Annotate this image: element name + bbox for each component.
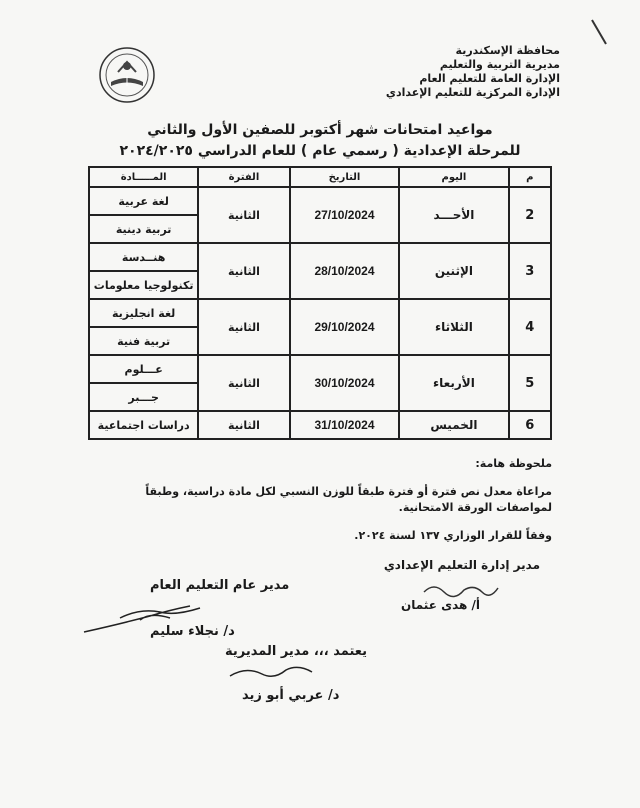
notes-decree: وفقاً للقرار الوزاري ١٣٧ لسنة ٢٠٢٤. <box>354 529 552 542</box>
table-header-row <box>89 167 551 187</box>
header-directorate: مديرية التربية والتعليم <box>439 58 560 71</box>
header-general-admin: الإدارة العامة للتعليم العام <box>419 72 560 85</box>
document-subtitle: للمرحلة الإعدادية ( رسمي عام ) للعام الدراسي ٢٠٢٤/٢٠٢٥ <box>119 143 521 159</box>
notes-label: ملحوظة هامة: <box>475 457 552 470</box>
general-manager-title: مدير عام التعليم العام <box>150 578 290 593</box>
approval-text: يعتمد ،،، مدير المديرية <box>225 644 367 659</box>
row-subject: لغة انجليزية <box>89 299 198 327</box>
header-date: التاريخ <box>290 167 400 187</box>
row-subject: تكنولوجيا معلومات <box>89 271 198 299</box>
row-subject: جـــبر <box>89 383 198 411</box>
prep-manager-name: أ/ هدى عثمان <box>401 598 480 612</box>
row-subject: دراسات اجتماعية <box>89 411 198 439</box>
row-date: 27/10/2024 <box>290 187 400 243</box>
table-row <box>89 243 551 271</box>
row-date: 30/10/2024 <box>290 355 400 411</box>
director-signature <box>226 660 316 684</box>
row-num: 6 <box>509 411 552 439</box>
header-subject: المـــــادة <box>89 167 198 187</box>
table-row <box>89 355 551 383</box>
row-subject: تربية فنية <box>89 327 198 355</box>
row-day: الإثنين <box>399 243 508 299</box>
header-period: الفترة <box>198 167 289 187</box>
pen-mark <box>590 18 610 48</box>
ministry-logo-icon <box>98 46 156 104</box>
row-day: الأحـــد <box>399 187 508 243</box>
header-day: اليوم <box>399 167 508 187</box>
row-day: الأربعاء <box>399 355 508 411</box>
header-central-admin: الإدارة المركزية للتعليم الإعدادي <box>385 86 560 99</box>
table-row <box>89 187 551 215</box>
document-title: مواعيد امتحانات شهر أكتوبر للصفين الأول والثاني <box>147 122 493 138</box>
row-day: الخميس <box>399 411 508 439</box>
row-subject: هنــدسة <box>89 243 198 271</box>
row-num: 5 <box>509 355 552 411</box>
table-row <box>89 411 551 439</box>
row-subject: لغة عربية <box>89 187 198 215</box>
row-period: الثانية <box>198 187 289 243</box>
header-governorate: محافظة الإسكندرية <box>455 44 560 57</box>
row-num: 3 <box>509 243 552 299</box>
header-num: م <box>509 167 552 187</box>
row-day: الثلاثاء <box>399 299 508 355</box>
row-date: 28/10/2024 <box>290 243 400 299</box>
row-period: الثانية <box>198 299 289 355</box>
row-period: الثانية <box>198 243 289 299</box>
row-date: 29/10/2024 <box>290 299 400 355</box>
row-period: الثانية <box>198 411 289 439</box>
director-name: د/ عربي أبو زيد <box>242 688 340 703</box>
notes-body: مراعاة معدل نص فترة أو فترة طبقاً للوزن النسبي لكل مادة دراسية، وطبقاً لمواصفات الورقة الامتحانية. <box>145 485 552 514</box>
prep-manager-signature <box>420 578 500 600</box>
row-subject: تربية دينية <box>89 215 198 243</box>
row-subject: عـــلوم <box>89 355 198 383</box>
row-num: 4 <box>509 299 552 355</box>
table-row <box>89 299 551 327</box>
prep-manager-title: مدير إدارة التعليم الإعدادي <box>383 558 540 572</box>
row-date: 31/10/2024 <box>290 411 400 439</box>
row-period: الثانية <box>198 355 289 411</box>
header-block <box>386 44 560 100</box>
general-manager-name: د/ نجلاء سليم <box>150 624 235 639</box>
row-num: 2 <box>509 187 552 243</box>
exam-schedule-table <box>88 166 552 440</box>
